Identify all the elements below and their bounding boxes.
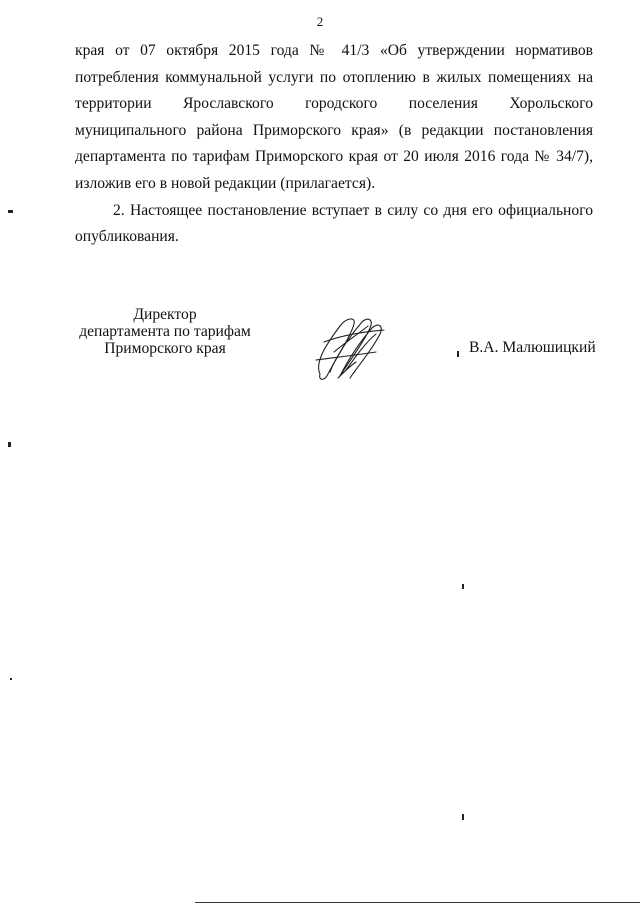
paragraph-continuation: края от 07 октября 2015 года № 41/3 «Об утверждении нормативов потребления коммунальной услуги по отоплению в жилых помещениях на территории Ярославского городского поселения Хорольского муниципального района Приморского края» (в редакции постановления департамента по тарифам Приморского края от 20 июля 2016 года № 34/7), изложив его в новой редакции (прилагается). xyxy=(75,42,593,192)
scan-speck xyxy=(462,814,464,820)
body-text xyxy=(75,38,593,251)
handwritten-signature xyxy=(310,312,390,384)
signatory-title-line: Директор xyxy=(133,306,197,323)
signatory-title xyxy=(75,306,255,357)
signatory-name: В.А. Малюшицкий xyxy=(469,339,596,356)
scan-edge-line xyxy=(195,902,640,903)
scan-speck xyxy=(8,442,11,447)
page-number: 2 xyxy=(316,14,324,29)
paragraph-effective-date: 2. Настоящее постановление вступает в силу со дня его официального опубликования. xyxy=(75,201,593,246)
scan-speck xyxy=(10,678,12,680)
signatory-title-line: департамента по тарифам xyxy=(79,323,251,340)
scan-speck xyxy=(462,584,464,589)
signatory-title-line: Приморского края xyxy=(104,340,226,357)
scan-speck xyxy=(8,210,13,213)
scan-speck xyxy=(457,351,459,357)
